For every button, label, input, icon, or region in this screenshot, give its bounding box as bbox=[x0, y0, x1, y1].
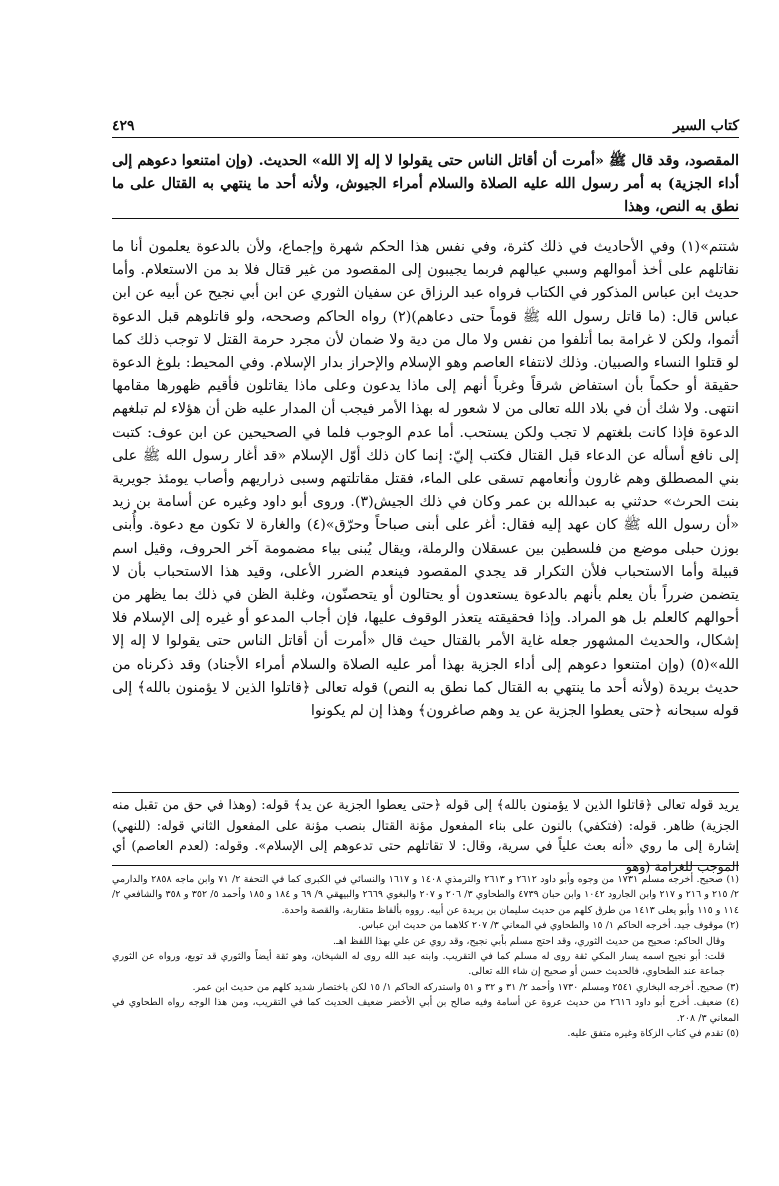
book-title: كتاب السير bbox=[673, 118, 739, 134]
footnote-2: (٢) موقوف جيد. أخرجه الحاكم ١/ ١٥ والطحاوي في المعاني ٣/ ٢٠٧ كلاهما من حديث ابن عباس. bbox=[358, 920, 739, 932]
page-number: ٤٢٩ bbox=[112, 118, 135, 134]
main-text: شتتم»(١) وفي الأحاديث في ذلك كثرة، وفي نفس هذا الحكم شهرة وإجماع، ولأن بالدعوة يعلمون أنا ما نقاتلهم على أخذ أموالهم وسبي عيالهم فربما يجيبون إلى المقصود من غير قتال فلا بد من الاستعلام. وأما حديث ابن عباس المذكور في الكتاب فرواه عبد الرزاق عن سفيان الثوري عن ابن أبي نجيح عن أبيه عن ابن عباس قال: (ما قاتل رسول الله ﷺ قوماً حتى دعاهم)(٢) رواه الحاكم وصححه، ولو قاتلوهم قبل الدعوة أثموا، ولكن لا غرامة بما أتلفوا من نفس ولا مال من دية ولا ضمان لأن مجرد حرمة القتل لا توجب ذلك كما لو قتلوا النساء والصبيان. وذلك لانتفاء العاصم وهو الإسلام والإحراز بدار الإسلام. وفي المحيط: بلوغ الدعوة حقيقة أو حكماً بأن استفاض شرقاً وغرباً أنهم إلى ماذا يدعون وعلى ماذا يقاتلون فأقيم ظهورها مقامها انتهى. ولا شك أن في بلاد الله تعالى من لا شعور له بهذا الأمر فيجب أن المدار عليه ظن أن هؤلاء لم تبلغهم الدعوة فإذا كانت بلغتهم لا تجب ولكن يستحب. أما عدم الوجوب فلما في الصحيحين عن ابن عوف: كتبت إلى نافع أسأله عن الدعاء قبل القتال فكتب إليّ: إنما كان ذلك أوّل الإسلام «قد أغار رسول الله ﷺ على بني المصطلق وهم غارون وأنعامهم تسقى على الماء، فقتل مقاتلتهم وسبى ذراريهم وأصاب يومئذ جويرية بنت الحرث» حدثني به عبدالله بن عمر وكان في ذلك الجيش(٣). وروى أبو داود وغيره عن أسامة بن زيد «أن رسول الله ﷺ كان عهد إليه فقال: أغر على أبنى صباحاً وحرّق»(٤) والغارة لا تكون مع دعوة. وأُبنى بوزن حبلى موضع من فلسطين بين عسقلان والرملة، ويقال يُبنى بياء مضمومة آخر الحروف، وقيل اسم قبيلة وأما الاستحباب فلأن التكرار قد يجدي المقصود فينعدم الضرر الأعلى، وقيد هذا الاستحباب بأن لا يتضمن ضرراً بأن يعلم بأنهم بالدعوة يستعدون أو يحتالون أو يتحصنّون، وغلبة الظن في ذلك بما يظهر من أحوالهم كالعلم بل هو المراد. وإذا فحقيقته يتعذر الوقوف عليها، فإن أجاب المدعو أو غيره إلى الإسلام فلا إشكال، والحديث المشهور جعله غاية الأمر بالقتال حيث قال «أمرت أن أقاتل الناس حتى يقولوا لا إله إلا الله»(٥) (وإن امتنعوا دعوهم إلى أداء الجزية بهذا أمر عليه الصلاة والسلام أمراء الأجناد) وقد ذكرناه من حديث بريدة (ولأنه أحد ما ينتهي به القتال كما نطق به النص) قوله تعالى ﴿قاتلوا الذين لا يؤمنون بالله﴾ إلى قوله سبحانه ﴿حتى يعطوا الجزية عن يد وهم صاغرون﴾ وهذا إن لم يكونوا bbox=[112, 239, 739, 720]
footnote-2-hakim: وقال الحاكم: صحيح من حديث الثوري، وقد احتج مسلم بأبي نجيح، وقد روي عن علي بهذا اللفظ اهـ. bbox=[332, 935, 725, 947]
sharh-text: يريد قوله تعالى ﴿قاتلوا الذين لا يؤمنون بالله﴾ إلى قوله ﴿حتى يعطوا الجزية عن يد﴾ قوله: (وهذا في حق من تقبل منه الجزية) ظاهر. قوله: (فتكفي) بالنون على بناء المفعول مؤنة القتال بنصب مؤنة على المفعول الثاني قوله: (للنهي) إشارة إلى ما روي «أنه بعث علياً في سرية، وقال: لا تقاتلهم حتى تدعوهم إلى الإسلام». وقوله: (لعدم العاصم) أي الموجب للغرامة (وهو bbox=[112, 798, 739, 875]
footnotes bbox=[112, 872, 739, 1041]
section-divider bbox=[112, 792, 739, 793]
footnote-4: (٤) ضعيف. أخرج أبو داود ٢٦١٦ من حديث عروة عن أسامة وفيه صالح بن أبي الأخضر ضعيف الحديث كما في التقريب، ومن هذا الوجه رواه الطحاوي في المعاني ٣/ ٢٠٨. bbox=[112, 997, 739, 1024]
footnotes-divider bbox=[112, 865, 739, 866]
footnote-2-comment: قلت: أبو نجيح اسمه يسار المكي ثقة روى له مسلم كما في التقريب. وابنه عبد الله روى له الشيخان، وهو ثقة أيضاً والثوري قد توبع، ورواه عن الثوري جماعة عند الطحاوي، فالحديث حسن أو صحيح إن شاء الله تعالى. bbox=[112, 951, 725, 978]
footnote-1: (١) صحيح. أخرجه مسلم ١٧٣١ من وجوه وأبو داود ٢٦١٢ و ٢٦١٣ والترمذي ١٤٠٨ و ١٦١٧ والنسائي في الكبرى كما في التحفة ٢/ ٧١ وابن ماجه ٢٨٥٨ والدارمي ٢/ ٢١٥ و ٢١٦ و ٢١٧ وابن الجارود ١٠٤٢ وابن حبان ٤٧٣٩ والطحاوي ٣/ ٢٠٦ و ٢٠٧ والبغوي ٢٦٦٩ والبيهقي ٩/ ٦٩ و ١٨٤ و ١٨٥ وأحمد ٥/ ٣٥٢ و ٣٥٨ والشافعي ٢/ ١١٤ و ١١٥ وأبو يعلى ١٤١٣ من طرق كلهم من حديث سليمان بن بريدة عن أبيه. رووه بألفاظ متقاربة، والقصة واحدة. bbox=[112, 874, 739, 916]
running-header bbox=[112, 112, 739, 134]
footnote-5: (٥) تقدم في كتاب الزكاة وغيره متفق عليه. bbox=[567, 1028, 739, 1040]
header-rule bbox=[112, 137, 739, 138]
footnote-3: (٣) صحيح. أخرجه البخاري ٢٥٤١ ومسلم ١٧٣٠ وأحمد ٢/ ٣١ و ٣٢ و ٥١ واستدركه الحاكم ١/ ١٥ لكن باختصار شديد كلهم من حديث ابن عمر. bbox=[192, 981, 739, 993]
section-divider bbox=[112, 218, 739, 219]
commentary-block: المقصود، وقد قال ﷺ «أمرت أن أقاتل الناس حتى يقولوا لا إله إلا الله» الحديث. (وإن امتنعوا دعوهم إلى أداء الجزية) به أمر رسول الله عليه الصلاة والسلام أمراء الجيوش، ولأنه أحد ما ينتهي به القتال على ما نطق به النص، وهذا bbox=[112, 153, 739, 215]
